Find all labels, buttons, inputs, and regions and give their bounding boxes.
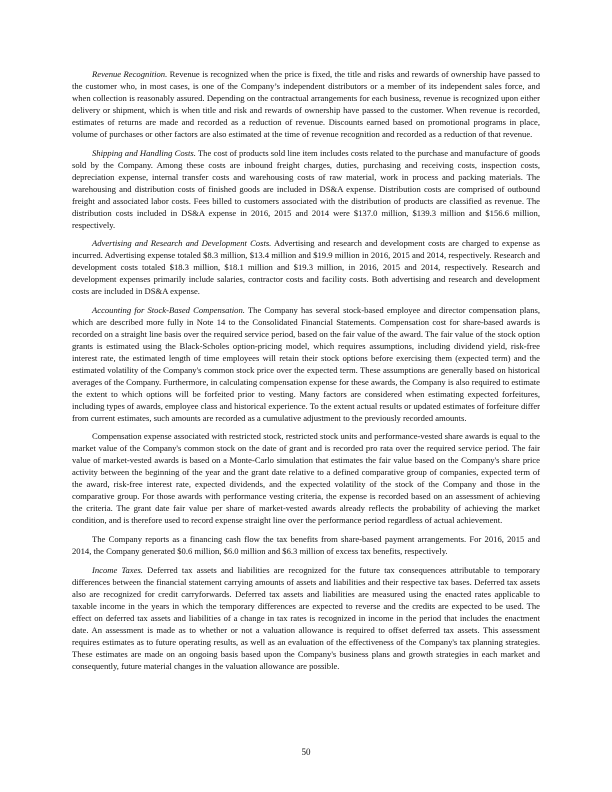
paragraph-text: The Company reports as a financing cash flow the tax benefits from share-based payment arrangements. For 2016, 2015 and 2014, the Company generated $0.6 million, $6.0 million and $6.3 million of excess tax benefits, respectively. — [72, 533, 540, 556]
paragraph-text: Deferred tax assets and liabilities are recognized for the future tax consequences attributable to temporary differences between the financial statement carrying amounts of assets and liabilities and their respective tax bases. Deferred tax assets also are recognized for credit carryforwards. Deferred tax assets and liabilities are measured using the enacted rates applicable to taxable income in the years in which the temporary differences are expected to reverse and the credits are expected to be used. The effect on deferred tax assets and liabilities of a change in tax rates is recognized in income in the period that includes the enactment date. An assessment is made as to whether or not a valuation allowance is required to offset deferred tax assets. This assessment requires estimates as to future operating results, as well as an evaluation of the effectiveness of the Company's tax planning strategies. These estimates are made on an ongoing basis based upon the Company's business plans and growth strategies in each market and consequently, future material changes in the valuation allowance are possible. — [72, 564, 540, 671]
paragraph-advertising-rd — [72, 237, 540, 297]
paragraph-heading: Accounting for Stock-Based Compensation. — [92, 304, 245, 315]
paragraph-text: Advertising and research and development costs are charged to expense as incurred. Advertising expense totaled $8.3 million, $13.4 million and $19.9 million in 2016, 2015 and 2014, respectively. Research and development costs totaled $18.3 million, $18.1 million and $19.3 million, in 2016, 2015 and 2014, respectively. Research and development expenses primarily include salaries, contractor costs and facility costs. Both advertising and research and development costs are included in DS&A expense. — [72, 238, 540, 297]
paragraph-heading: Revenue Recognition. — [92, 69, 168, 79]
paragraph-restricted-stock — [72, 430, 540, 526]
paragraph-revenue-recognition — [72, 68, 540, 140]
paragraph-heading: Advertising and Research and Development Costs. — [92, 238, 272, 249]
paragraph-text: The Company has several stock-based employee and director compensation plans, which are described more fully in Note 14 to the Consolidated Financial Statements. Compensation cost for share-based awards is recorded on a straight line basis over the required service period, based on the fair value of the award. The fair value of the stock option grants is estimated using the Black-Scholes option-pricing model, which requires assumptions, including dividend yield, risk-free interest rate, the estimated length of time employees will retain their stock options before exercising them (expected term) and the estimated volatility of the Company's common stock price over the expected term. These assumptions are generally based on historical averages of the Company. Furthermore, in calculating compensation expense for these awards, the Company is also required to estimate the extent to which options will be forfeited prior to vesting. Many factors are considered when estimating expected forfeitures, including types of awards, employee class and historical experience. To the extent actual results or updated estimates of forfeiture differ from current estimates, such amounts are recorded as a cumulative adjustment to the previously recorded amounts. — [72, 304, 540, 423]
page-number: 50 — [301, 747, 311, 757]
paragraph-stock-compensation — [72, 304, 540, 424]
paragraph-shipping-handling — [72, 147, 540, 231]
paragraph-text: Revenue is recognized when the price is fixed, the title and risks and rewards of ownership have passed to the customer who, in most cases, is one of the Company’s independent distributors or a member of its independent sales force, and when collection is reasonably assured. Depending on the contractual arrangements for each business, revenue is recognized upon either delivery or shipment, which is when title and risk and rewards of ownership have passed to the customer. When revenue is recorded, estimates of returns are made and recorded as a reduction of revenue. Discounts earned based on promotional programs in place, volume of purchases or other factors are also estimated at the time of revenue recognition and recorded as a reduction of that revenue. — [72, 69, 540, 139]
document-body — [72, 68, 540, 678]
paragraph-tax-benefits — [72, 533, 540, 557]
paragraph-income-taxes — [72, 564, 540, 672]
paragraph-text: The cost of products sold line item includes costs related to the purchase and manufacture of goods sold by the Company. Among these costs are inbound freight charges, duties, purchasing and receiving costs, inspection costs, depreciation expense, internal transfer costs and warehousing costs of raw material, work in process and packing materials. The warehousing and distribution costs of finished goods are included in DS&A expense. Distribution costs are comprised of outbound freight and associated labor costs. Fees billed to customers associated with the distribution of products are classified as revenue. The distribution costs included in DS&A expense in 2016, 2015 and 2014 were $137.0 million, $139.3 million and $156.6 million, respectively. — [72, 147, 540, 230]
paragraph-heading: Income Taxes. — [92, 564, 143, 575]
paragraph-heading: Shipping and Handling Costs. — [92, 147, 196, 158]
paragraph-text: Compensation expense associated with restricted stock, restricted stock units and performance-vested share awards is equal to the market value of the Company's common stock on the date of grant and is recorded pro rata over the required service period. The fair value of market-vested awards is based on a Monte-Carlo simulation that estimates the fair value based on the Company's share price activity between the beginning of the year and the grant date relative to a defined comparative group of companies, expected term of the award, risk-free interest rate, expected dividends, and the expected volatility of the stock of the Company and those in the comparative group. For those awards with performance vesting criteria, the expense is recorded based on an assessment of achieving the criteria. The grant date fair value per share of market-vested awards already reflects the probability of achieving the market condition, and is therefore used to record expense straight line over the performance period regardless of actual achievement. — [72, 431, 540, 526]
